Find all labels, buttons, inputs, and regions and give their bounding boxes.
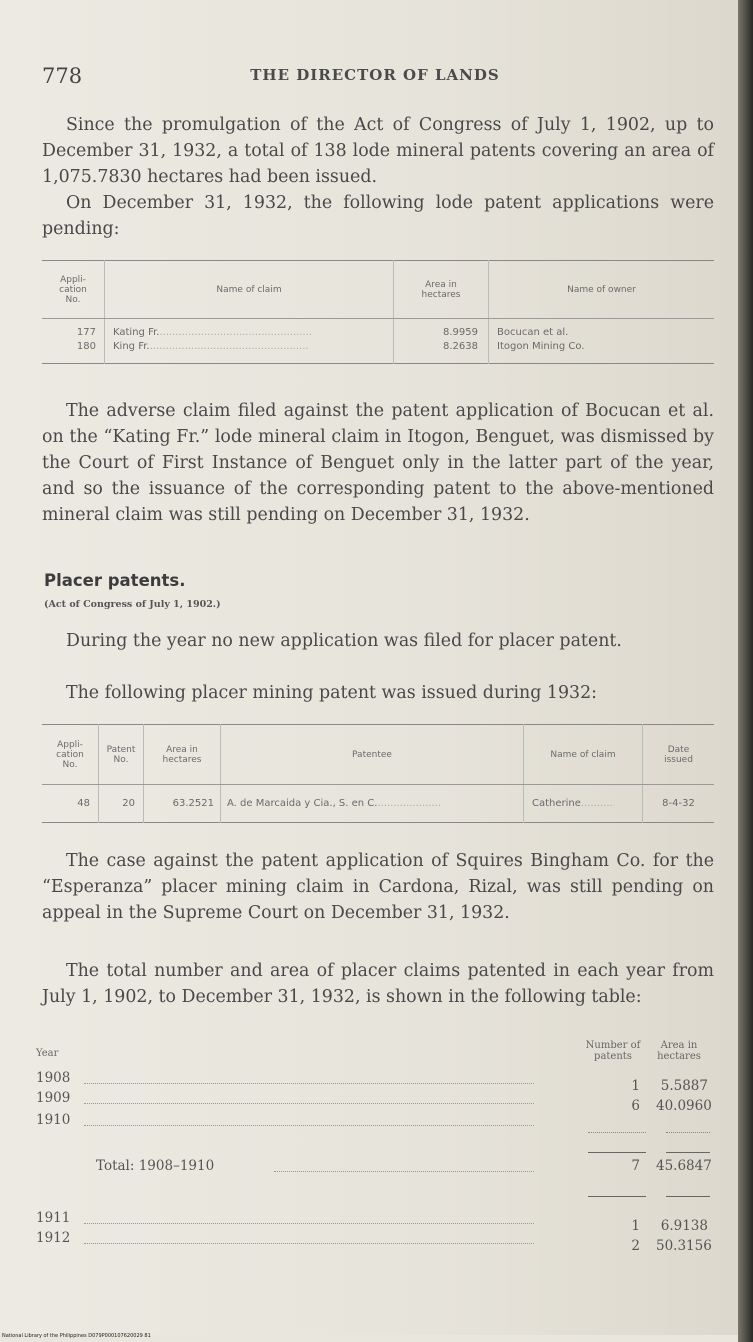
column-header: Patentee xyxy=(221,725,524,785)
cell-area: 8.2638 xyxy=(394,340,489,364)
leader-dots xyxy=(84,1243,534,1244)
total-area: 45.6847 xyxy=(656,1158,712,1174)
table-row xyxy=(36,1230,710,1252)
paragraph-lode-patents-total: Since the promulgation of the Act of Congress of July 1, 1902, up to December 31, 1932, a total of 138 lode mineral patents covering an area of 1,075.7830 hectares had been issued. xyxy=(42,115,714,187)
leader-dots xyxy=(84,1103,534,1104)
paragraph-year-table-intro: The total number and area of placer claims patented in each year from July 1, 1902, to December 31, 1932, is shown in the following table: xyxy=(42,961,714,1007)
table-header-row xyxy=(42,261,714,319)
page-header xyxy=(42,64,708,88)
column-header-year: Year xyxy=(36,1048,59,1059)
cell-patents: 6 xyxy=(631,1098,640,1114)
column-header: Date issued xyxy=(643,725,715,785)
cell-year: 1909 xyxy=(36,1090,71,1106)
column-header: Name of claim xyxy=(524,725,643,785)
table-row xyxy=(42,319,714,341)
cell-claim: King Fr................................................... xyxy=(105,340,394,364)
cell-patentee: A. de Marcaida y Cia., S. en C..................... xyxy=(221,785,524,823)
column-header: Area in hectares xyxy=(144,725,221,785)
paragraph-placer-issued-intro: The following placer mining patent was issued during 1932: xyxy=(66,683,597,703)
cell-area: 6.9138 xyxy=(660,1218,708,1234)
cell-area: 50.3156 xyxy=(656,1238,712,1254)
scan-footer: National Library of the Philippines D079P000107620029 81 xyxy=(2,1333,151,1339)
cell-year: 1908 xyxy=(36,1070,71,1086)
paragraph-pending-intro: On December 31, 1932, the following lode patent applications were pending: xyxy=(42,193,714,239)
column-header: Name of owner xyxy=(489,261,715,319)
leader-dots xyxy=(84,1223,534,1224)
column-header: Appli- cation No. xyxy=(42,261,105,319)
cell-area: 40.0960 xyxy=(656,1098,712,1114)
book-binding-edge xyxy=(738,0,753,1342)
total-rule xyxy=(666,1196,710,1197)
total-label: Total: 1908–1910 xyxy=(96,1158,215,1174)
table-row xyxy=(36,1070,710,1092)
column-header-patents: Number of patents xyxy=(585,1040,641,1062)
table-header-row xyxy=(42,725,714,785)
cell-year: 1912 xyxy=(36,1230,71,1246)
cell-claim: Catherine.......... xyxy=(524,785,643,823)
total-rule xyxy=(588,1196,646,1197)
table-row xyxy=(36,1112,710,1134)
cell-app-no: 177 xyxy=(42,319,105,341)
cell-patents: 1 xyxy=(631,1218,640,1234)
cell-owner: Bocucan et al. xyxy=(497,327,569,338)
cell-app-no: 180 xyxy=(42,340,105,364)
placer-patents-table xyxy=(42,724,714,823)
cell-patents: 2 xyxy=(631,1238,640,1254)
total-row xyxy=(36,1158,710,1180)
column-header-area: Area in hectares xyxy=(657,1040,701,1062)
cell-area: 5.5887 xyxy=(660,1078,708,1094)
cell-owner: Itogon Mining Co. xyxy=(497,341,585,352)
leader-dots xyxy=(84,1125,534,1126)
column-header: Appli- cation No. xyxy=(42,725,99,785)
cell-claim: Kating Fr................................................. xyxy=(105,319,394,341)
section-subtitle: (Act of Congress of July 1, 1902.) xyxy=(44,599,221,610)
cell-year: 1911 xyxy=(36,1210,71,1226)
column-header: Area in hectares xyxy=(394,261,489,319)
total-rule xyxy=(588,1152,646,1153)
table-row xyxy=(42,340,714,364)
section-title: Placer patents. xyxy=(44,571,186,590)
paragraph-squires-bingham: The case against the patent application of Squires Bingham Co. for the “Esperanza” placer mining claim in Cardona, Rizal, was still pending on appeal in the Supreme Court on December 31, 1932. xyxy=(42,851,714,923)
paragraph-adverse-claim: The adverse claim filed against the patent application of Bocucan et al. on the “Kating Fr.” lode mineral claim in Itogon, Benguet, was dismissed by the Court of First Instance of Benguet only in the latter part of the year, and so the issuance of the corresponding patent to the above-mentioned mineral claim was still pending on December 31, 1932. xyxy=(42,401,714,525)
cell-area: 8.9959 xyxy=(394,319,489,341)
total-patents: 7 xyxy=(631,1158,640,1174)
paragraph-no-new-application: During the year no new application was filed for placer patent. xyxy=(66,631,622,651)
column-header: Name of claim xyxy=(105,261,394,319)
column-header: Patent No. xyxy=(99,725,144,785)
cell-patents: 1 xyxy=(631,1078,640,1094)
table-row xyxy=(36,1210,710,1232)
leader-dots xyxy=(274,1171,534,1172)
cell-patent-no: 20 xyxy=(99,785,144,823)
cell-year: 1910 xyxy=(36,1112,71,1128)
cell-app-no: 48 xyxy=(42,785,99,823)
cell-date: 8-4-32 xyxy=(662,797,695,809)
running-title: THE DIRECTOR OF LANDS xyxy=(250,66,500,84)
table-row xyxy=(42,785,714,823)
subtotal-rule xyxy=(666,1132,710,1133)
subtotal-rule xyxy=(588,1132,646,1133)
lode-applications-table xyxy=(42,260,714,364)
cell-area: 63.2521 xyxy=(144,785,221,823)
leader-dots xyxy=(84,1083,534,1084)
page-number: 778 xyxy=(42,64,83,88)
table-row xyxy=(36,1090,710,1112)
total-rule xyxy=(666,1152,710,1153)
